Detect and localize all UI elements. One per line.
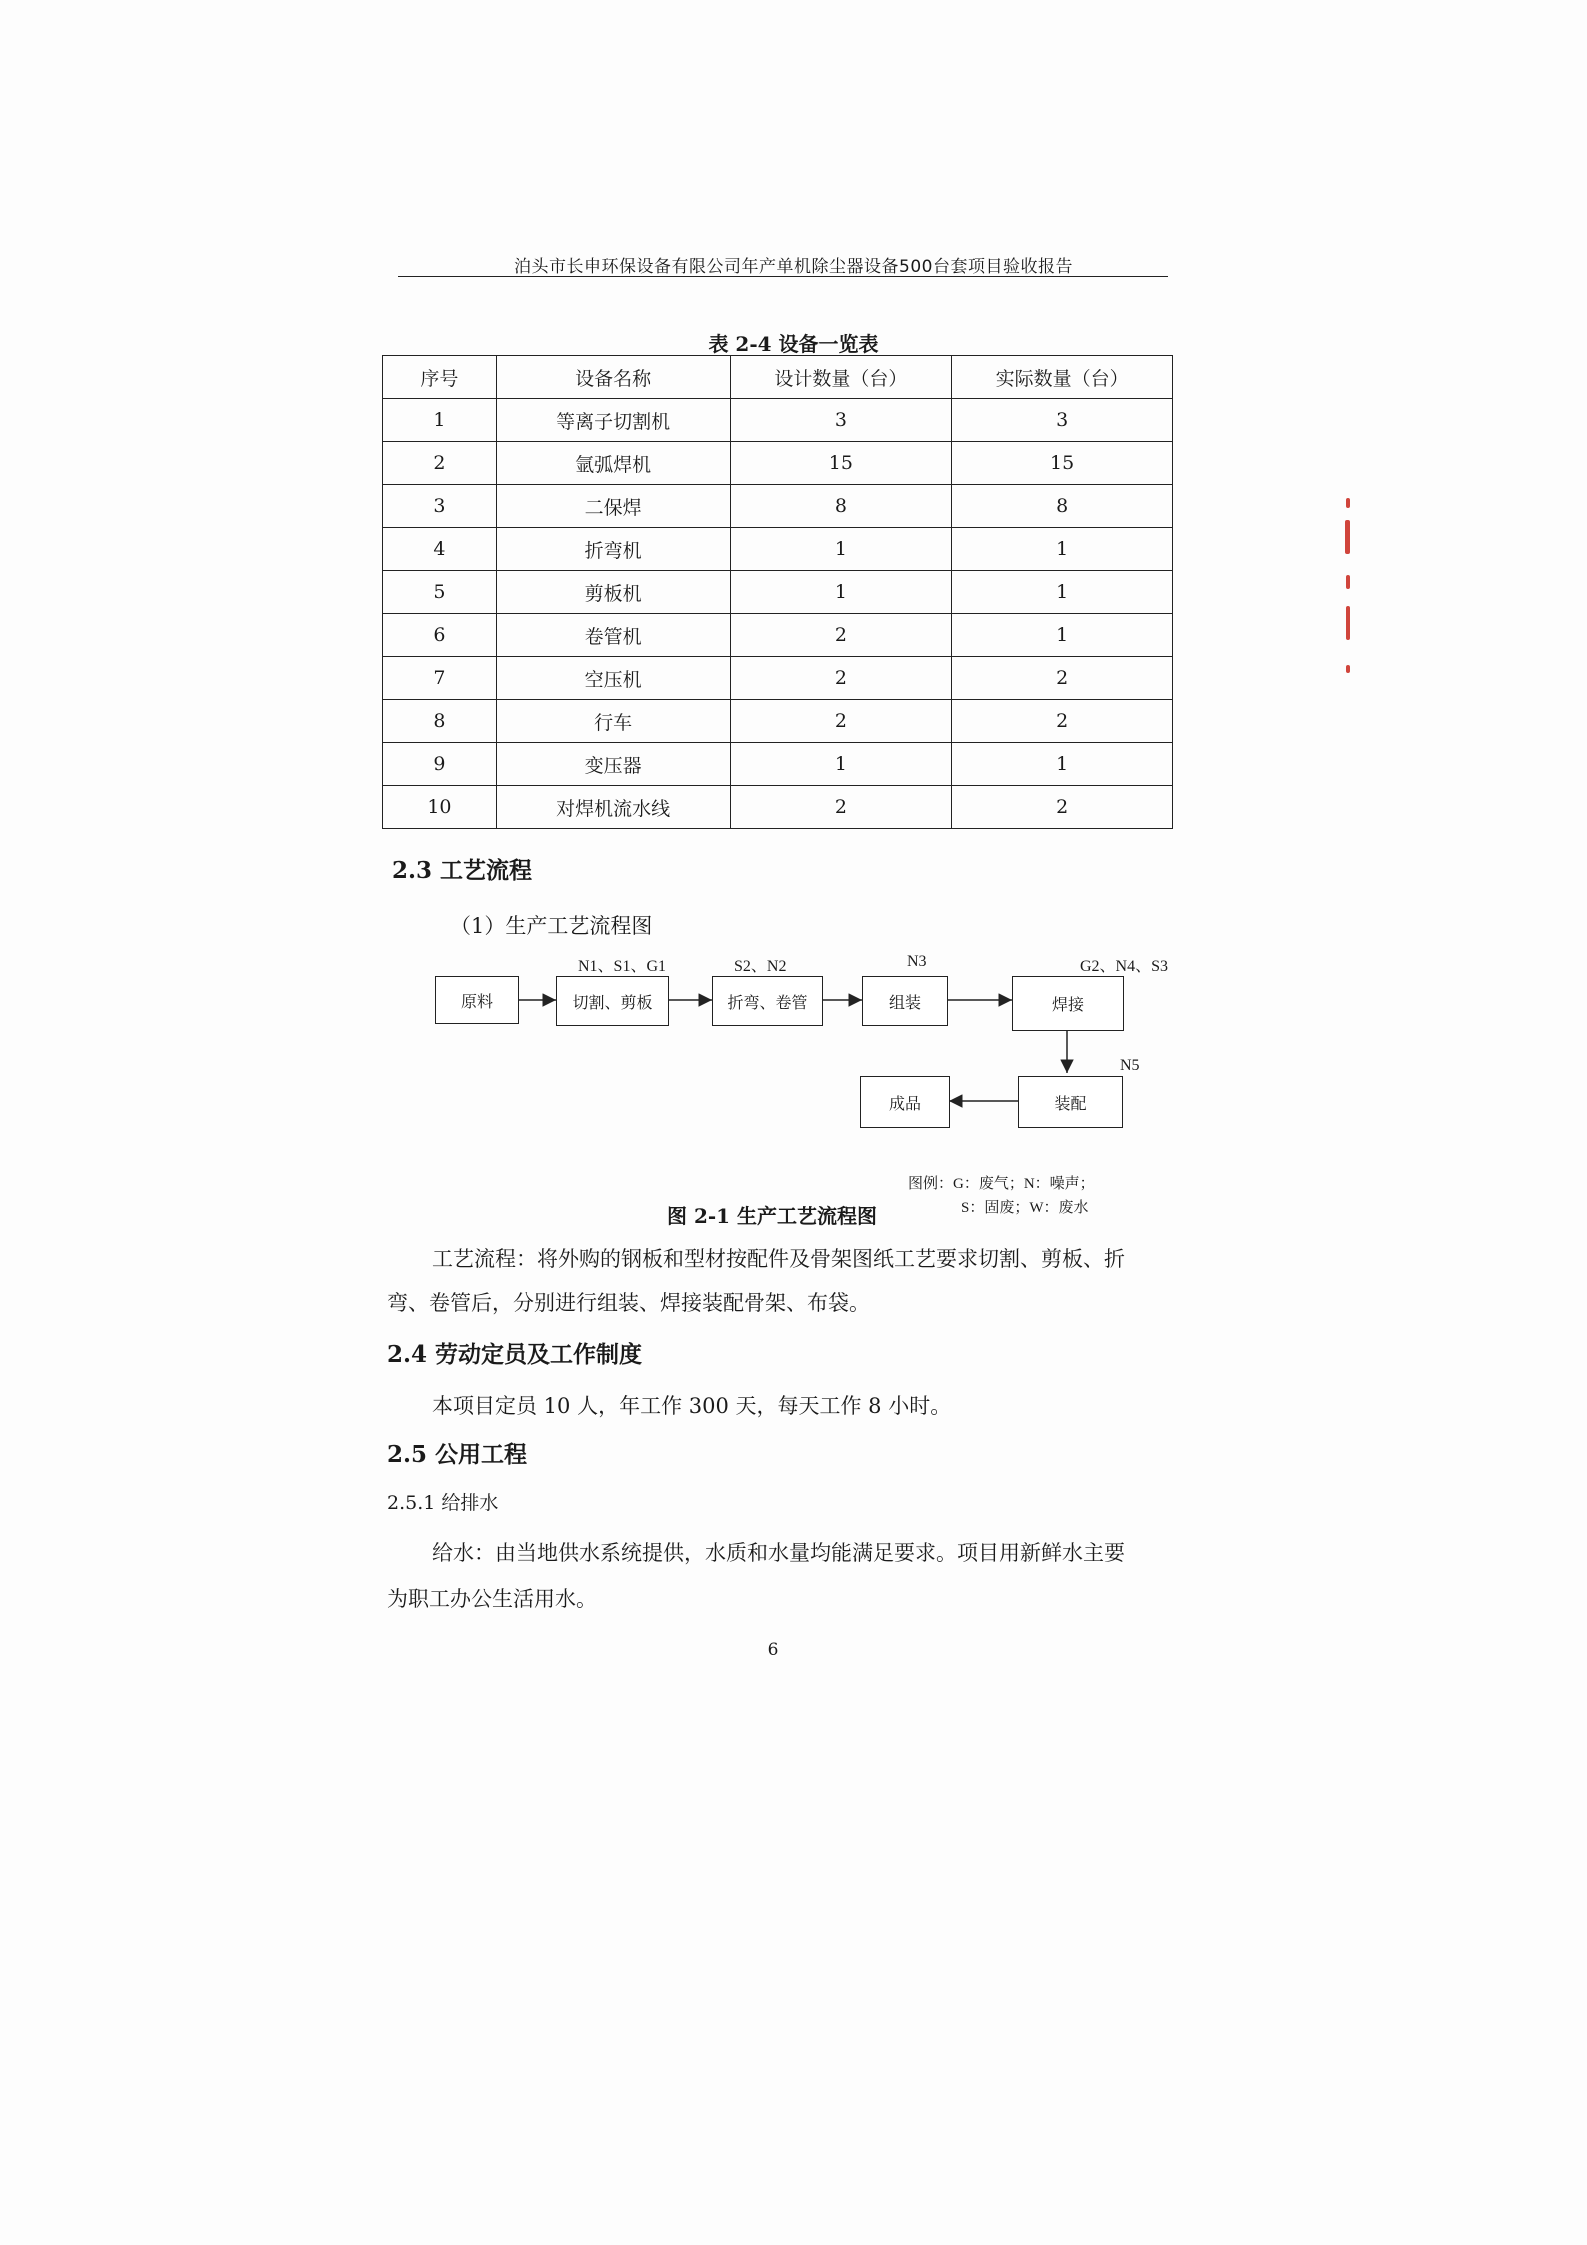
section-heading-2-4: 2.4 劳动定员及工作制度 [387, 1341, 643, 1368]
stamp-edge-mark [1345, 520, 1350, 554]
flow-node-product: 成品 [860, 1076, 950, 1128]
table-header-row [383, 356, 1173, 399]
table-row [383, 614, 1173, 657]
cell-design-qty: 3 [730, 399, 952, 442]
cell-design-qty: 8 [730, 485, 952, 528]
cell-actual-qty: 2 [952, 700, 1173, 743]
report-header: 泊头市长申环保设备有限公司年产单机除尘器设备500台套项目验收报告 [514, 257, 1073, 277]
cell-actual-qty: 1 [952, 743, 1173, 786]
flow-node-raw-material: 原料 [435, 976, 519, 1024]
stamp-edge-mark [1346, 498, 1350, 508]
cell-name: 二保焊 [496, 485, 730, 528]
header-rule [398, 276, 1168, 277]
col-header-actual-qty: 实际数量（台） [952, 356, 1173, 399]
cell-index: 5 [383, 571, 497, 614]
table-row [383, 786, 1173, 829]
cell-name: 剪板机 [496, 571, 730, 614]
section-heading-2-5: 2.5 公用工程 [387, 1441, 528, 1468]
cell-index: 4 [383, 528, 497, 571]
stamp-edge-mark [1346, 665, 1350, 673]
table-row [383, 743, 1173, 786]
table-row [383, 485, 1173, 528]
flow-node-weld: 焊接 [1012, 976, 1124, 1031]
flow-node-assemble: 组装 [862, 976, 948, 1026]
cell-actual-qty: 2 [952, 786, 1173, 829]
flow-description-line-1: 工艺流程：将外购的钢板和型材按配件及骨架图纸工艺要求切割、剪板、折 [432, 1247, 1125, 1271]
cell-index: 2 [383, 442, 497, 485]
cell-design-qty: 1 [730, 571, 952, 614]
cell-index: 3 [383, 485, 497, 528]
cell-name: 行车 [496, 700, 730, 743]
page-number: 6 [767, 1640, 779, 1660]
cell-design-qty: 1 [730, 743, 952, 786]
flow-node-bend-roll: 折弯、卷管 [712, 976, 823, 1026]
cell-actual-qty: 2 [952, 657, 1173, 700]
table-row [383, 528, 1173, 571]
cell-design-qty: 2 [730, 700, 952, 743]
cell-name: 变压器 [496, 743, 730, 786]
flow-tag-bend: S2、N2 [734, 958, 787, 975]
table-title: 表 2-4 设备一览表 [708, 332, 879, 356]
flow-tag-weld: G2、N4、S3 [1080, 958, 1169, 975]
flow-node-cut-shear: 切割、剪板 [556, 976, 669, 1026]
flow-tag-fit: N5 [1120, 1057, 1140, 1074]
cell-name: 对焊机流水线 [496, 786, 730, 829]
flow-tag-cut: N1、S1、G1 [578, 958, 667, 975]
flow-tag-assemble: N3 [907, 953, 927, 970]
cell-index: 1 [383, 399, 497, 442]
cell-name: 折弯机 [496, 528, 730, 571]
table-row [383, 442, 1173, 485]
cell-actual-qty: 1 [952, 571, 1173, 614]
cell-actual-qty: 1 [952, 614, 1173, 657]
cell-design-qty: 1 [730, 528, 952, 571]
cell-name: 等离子切割机 [496, 399, 730, 442]
flow-legend-line-2: S：固废；W：废水 [961, 1200, 1089, 1216]
cell-name: 空压机 [496, 657, 730, 700]
section-heading-2-3: 2.3 工艺流程 [392, 857, 533, 884]
figure-caption: 图 2-1 生产工艺流程图 [667, 1204, 878, 1228]
cell-name: 氩弧焊机 [496, 442, 730, 485]
cell-actual-qty: 8 [952, 485, 1173, 528]
flow-description-line-2: 弯、卷管后，分别进行组装、焊接装配骨架、布袋。 [387, 1291, 870, 1315]
subheading-flow-chart: （1）生产工艺流程图 [450, 914, 653, 938]
table-row [383, 571, 1173, 614]
cell-actual-qty: 1 [952, 528, 1173, 571]
equipment-table [382, 355, 1173, 829]
table-row [383, 700, 1173, 743]
cell-actual-qty: 15 [952, 442, 1173, 485]
subheading-2-5-1: 2.5.1 给排水 [387, 1492, 499, 1514]
cell-design-qty: 15 [730, 442, 952, 485]
cell-design-qty: 2 [730, 786, 952, 829]
staffing-text: 本项目定员 10 人，年工作 300 天，每天工作 8 小时。 [432, 1394, 952, 1418]
flow-legend-line-1: 图例：G：废气；N：噪声； [908, 1176, 1095, 1192]
cell-index: 10 [383, 786, 497, 829]
water-supply-line-1: 给水：由当地供水系统提供，水质和水量均能满足要求。项目用新鲜水主要 [432, 1541, 1125, 1565]
cell-design-qty: 2 [730, 614, 952, 657]
col-header-index: 序号 [383, 356, 497, 399]
water-supply-line-2: 为职工办公生活用水。 [387, 1587, 597, 1611]
cell-index: 6 [383, 614, 497, 657]
col-header-design-qty: 设计数量（台） [730, 356, 952, 399]
cell-index: 7 [383, 657, 497, 700]
table-row [383, 399, 1173, 442]
cell-index: 9 [383, 743, 497, 786]
stamp-edge-mark [1346, 575, 1350, 589]
cell-actual-qty: 3 [952, 399, 1173, 442]
col-header-name: 设备名称 [496, 356, 730, 399]
cell-design-qty: 2 [730, 657, 952, 700]
cell-index: 8 [383, 700, 497, 743]
stamp-edge-mark [1346, 606, 1350, 640]
flow-node-fit: 装配 [1018, 1076, 1123, 1128]
table-row [383, 657, 1173, 700]
cell-name: 卷管机 [496, 614, 730, 657]
